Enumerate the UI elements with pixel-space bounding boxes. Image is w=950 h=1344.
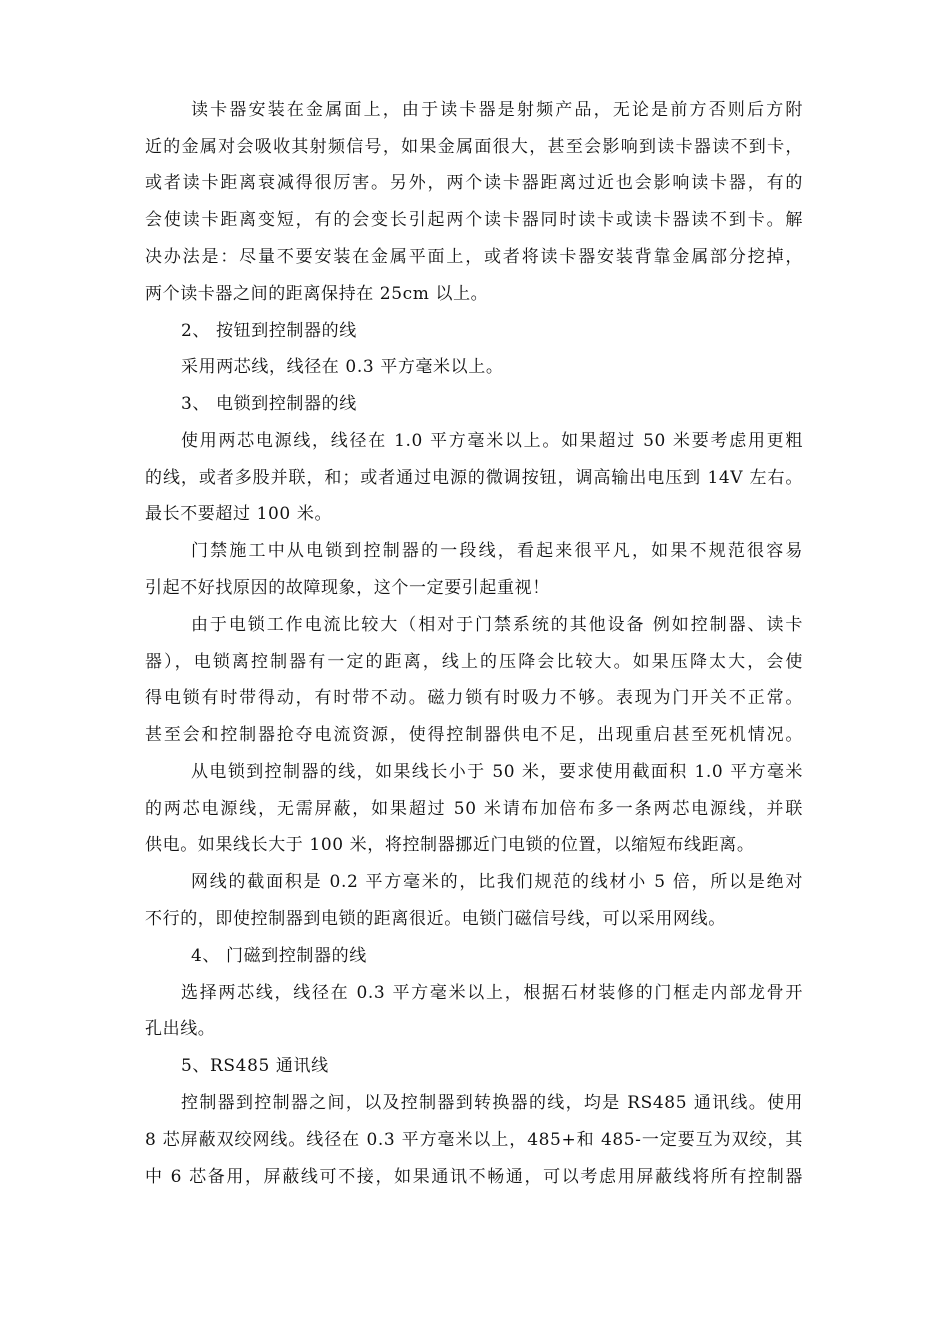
paragraph-line: 控制器到控制器之间，以及控制器到转换器的线，均是 RS485 通讯线。使用: [181, 1093, 803, 1113]
section-heading: 5、RS485 通讯线: [181, 1056, 329, 1076]
paragraph-line: 近的金属对会吸收其射频信号，如果金属面很大，甚至会影响到读卡器读不到卡，: [145, 137, 803, 157]
paragraph-line: 网线的截面积是 0.2 平方毫米的，比我们规范的线材小 5 倍，所以是绝对: [191, 872, 803, 892]
paragraph-line: 或者读卡距离衰减得很厉害。另外，两个读卡器距离过近也会影响读卡器，有的: [145, 173, 803, 193]
paragraph-line: 两个读卡器之间的距离保持在 25cm 以上。: [145, 284, 489, 304]
paragraph-line: 8 芯屏蔽双绞网线。线径在 0.3 平方毫米以上，485+和 485-一定要互为双绞，其: [145, 1130, 803, 1150]
paragraph-line: 的两芯电源线，无需屏蔽，如果超过 50 米请布加倍布多一条两芯电源线，并联: [145, 799, 803, 819]
paragraph-line: 不行的，即使控制器到电锁的距离很近。电锁门磁信号线，可以采用网线。: [145, 909, 726, 929]
paragraph-line: 引起不好找原因的故障现象，这个一定要引起重视！: [145, 578, 550, 598]
paragraph-line: 读卡器安装在金属面上，由于读卡器是射频产品，无论是前方否则后方附: [191, 100, 803, 120]
paragraph-line: 决办法是：尽量不要安装在金属平面上，或者将读卡器安装背靠金属部分挖掉，: [145, 247, 803, 267]
section-heading: 2、 按钮到控制器的线: [181, 321, 357, 341]
paragraph-line: 采用两芯线，线径在 0.3 平方毫米以上。: [181, 357, 504, 377]
paragraph-line: 会使读卡距离变短，有的会变长引起两个读卡器同时读卡或读卡器读不到卡。解: [145, 210, 803, 230]
paragraph-line: 从电锁到控制器的线，如果线长小于 50 米，要求使用截面积 1.0 平方毫米: [191, 762, 803, 782]
section-heading: 4、 门磁到控制器的线: [191, 946, 367, 966]
paragraph-line: 器），电锁离控制器有一定的距离，线上的压降会比较大。如果压降太大，会使: [145, 652, 803, 672]
paragraph-line: 使用两芯电源线，线径在 1.0 平方毫米以上。如果超过 50 米要考虑用更粗: [181, 431, 803, 451]
paragraph-line: 最长不要超过 100 米。: [145, 504, 333, 524]
paragraph-line: 门禁施工中从电锁到控制器的一段线，看起来很平凡，如果不规范很容易: [191, 541, 803, 561]
paragraph-line: 中 6 芯备用，屏蔽线可不接，如果通讯不畅通，可以考虑用屏蔽线将所有控制器: [145, 1167, 803, 1187]
paragraph-line: 由于电锁工作电流比较大（相对于门禁系统的其他设备 例如控制器、读卡: [191, 615, 803, 635]
paragraph-line: 得电锁有时带得动，有时带不动。磁力锁有时吸力不够。表现为门开关不正常。: [145, 688, 803, 708]
paragraph-line: 选择两芯线，线径在 0.3 平方毫米以上，根据石材装修的门框走内部龙骨开: [181, 983, 803, 1003]
section-heading: 3、 电锁到控制器的线: [181, 394, 357, 414]
paragraph-line: 孔出线。: [145, 1019, 216, 1039]
paragraph-line: 供电。如果线长大于 100 米，将控制器挪近门电锁的位置，以缩短布线距离。: [145, 835, 755, 855]
paragraph-line: 甚至会和控制器抢夺电流资源，使得控制器供电不足，出现重启甚至死机情况。: [145, 725, 803, 745]
paragraph-line: 的线，或者多股并联，和；或者通过电源的微调按钮，调高输出电压到 14V 左右。: [145, 468, 803, 488]
